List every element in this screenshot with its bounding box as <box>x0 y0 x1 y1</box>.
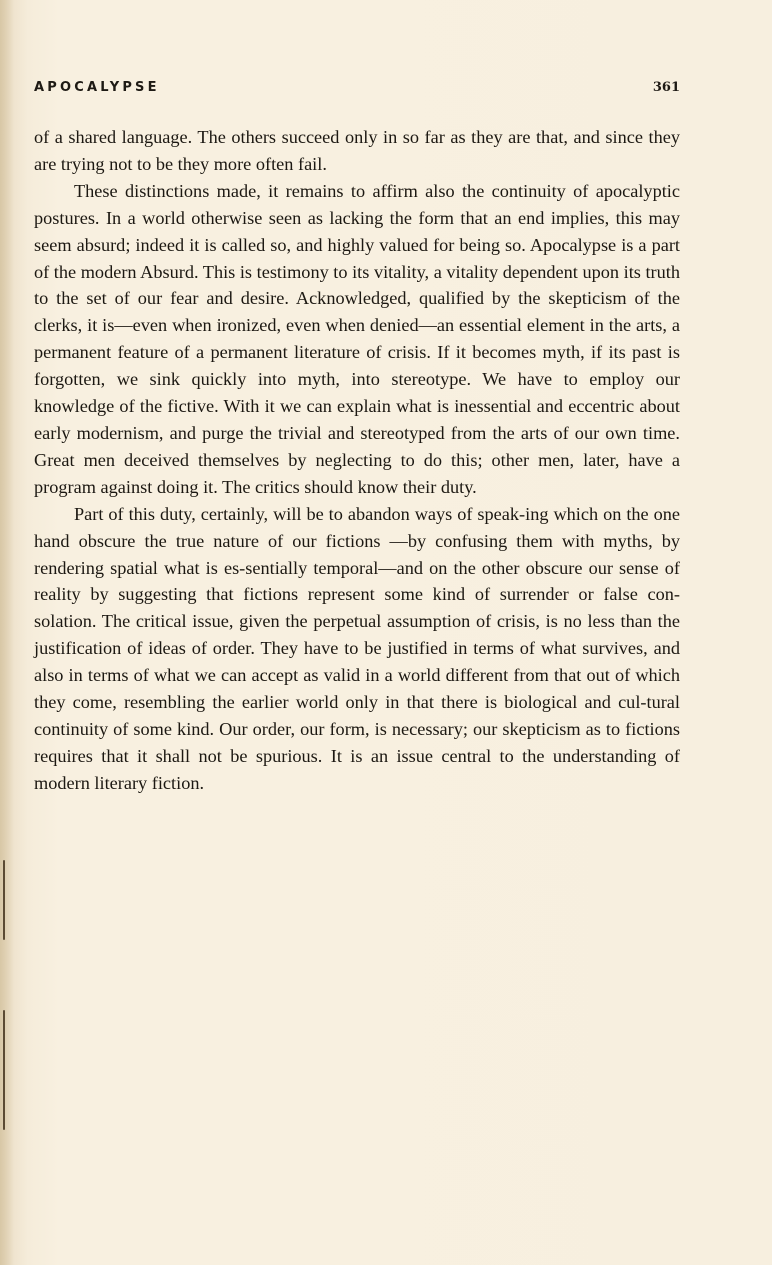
page-edge-mark <box>3 860 5 940</box>
paragraph: Part of this duty, certainly, will be to abandon ways of speak-ing which on the one hand obscure the true nature of our fictions —by confusing them with myths, by rendering spatial what is es-sentially temporal—and on the other obscure our sense of reality by suggesting that fictions represent some kind of surrender or false con-solation. The critical issue, given the perpetual assumption of crisis, is no less than the justification of ideas of order. They have to be justified in terms of what survives, and also in terms of what we can accept as valid in a world different from that out of which they come, resembling the earlier world only in that there is biological and cul-tural continuity of some kind. Our order, our form, is necessary; our skepticism as to fictions requires that it shall not be spurious. It is an issue central to the understanding of modern literary fiction. <box>34 503 680 793</box>
page-edge-mark <box>3 1010 5 1130</box>
running-title: APOCALYPSE <box>34 80 160 95</box>
running-head <box>34 80 680 98</box>
body-text <box>34 124 680 797</box>
page-number: 361 <box>652 80 680 95</box>
paragraph: These distinctions made, it remains to affirm also the continuity of apocalyptic postures. In a world otherwise seen as lacking the form that an end implies, this may seem absurd; indeed it is called so, and highly valued for being so. Apocalypse is a part of the modern Absurd. This is testimony to its vitality, a vitality dependent upon its truth to the set of our fear and desire. Acknowledged, qualified by the skepticism of the clerks, it is—even when ironized, even when denied—an essential element in the arts, a permanent feature of a permanent literature of crisis. If it becomes myth, if its past is forgotten, we sink quickly into myth, into stereotype. We have to employ our knowledge of the fictive. With it we can explain what is inessential and eccentric about early modernism, and purge the trivial and stereotyped from the arts of our own time. Great men deceived themselves by neglecting to do this; other men, later, have a program against doing it. The critics should know their duty. <box>34 180 680 497</box>
paragraph: of a shared language. The others succeed only in so far as they are that, and since they are trying not to be they more often fail. <box>34 127 680 174</box>
